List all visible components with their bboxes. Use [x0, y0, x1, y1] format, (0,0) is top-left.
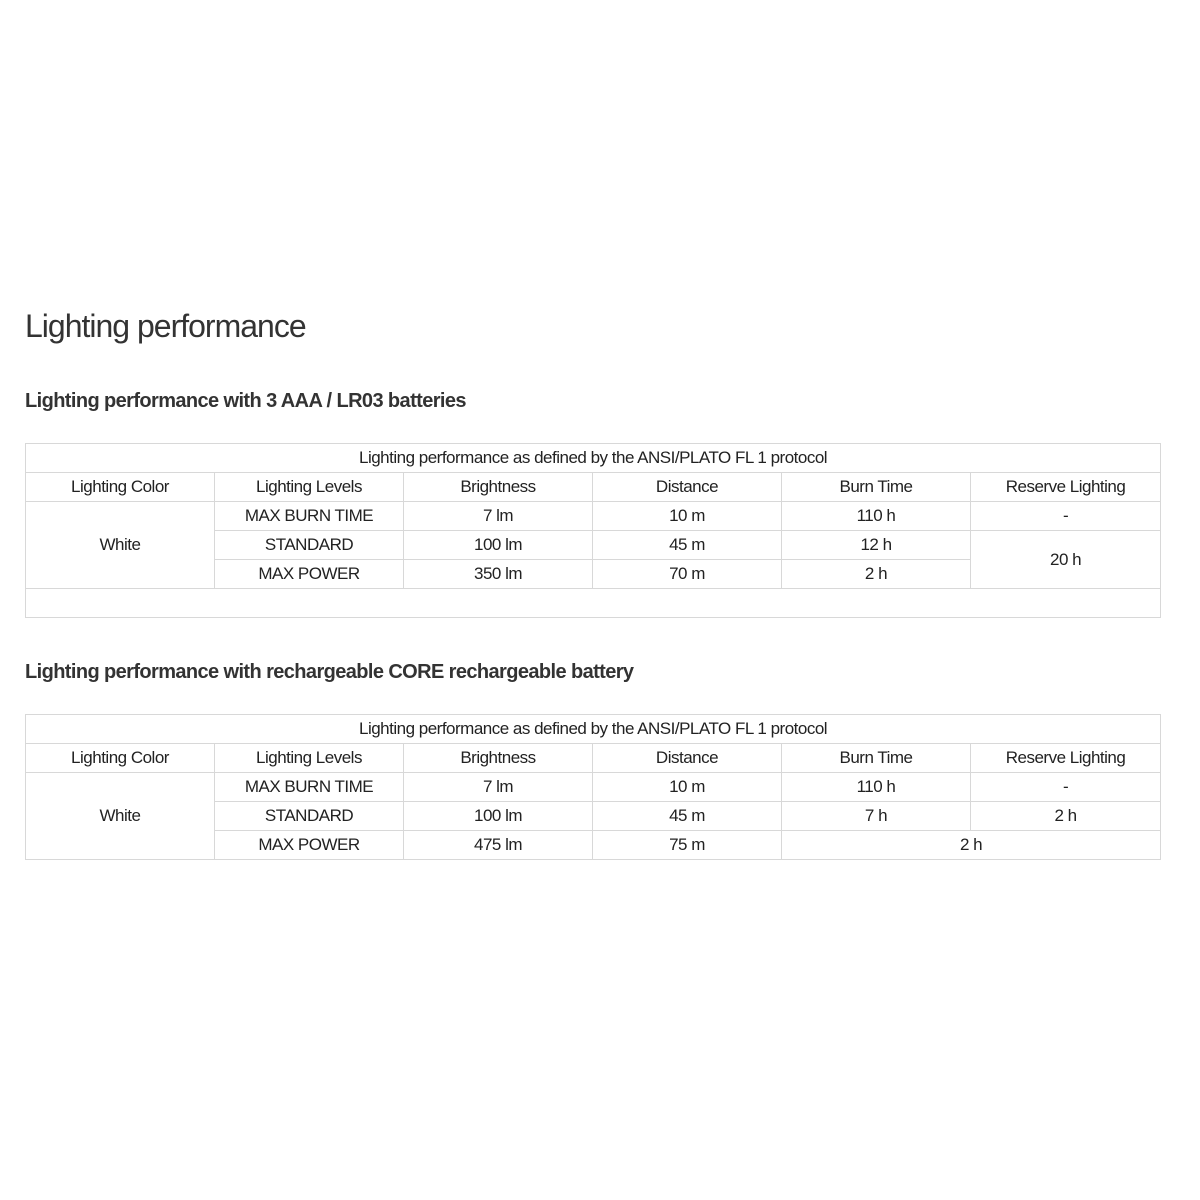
table-caption: Lighting performance as defined by the ANSI/PLATO FL 1 protocol	[26, 444, 1161, 473]
level-cell: STANDARD	[215, 531, 404, 560]
brightness-cell: 7 lm	[404, 502, 593, 531]
lighting-color-cell: White	[26, 502, 215, 589]
brightness-cell: 100 lm	[404, 531, 593, 560]
distance-cell: 10 m	[593, 773, 782, 802]
header-reserve-lighting: Reserve Lighting	[971, 473, 1161, 502]
performance-table-aaa-batteries	[25, 443, 1161, 618]
table-header-row	[26, 744, 1161, 773]
page-title: Lighting performance	[25, 308, 306, 344]
table-caption: Lighting performance as defined by the ANSI/PLATO FL 1 protocol	[26, 715, 1161, 744]
header-reserve-lighting: Reserve Lighting	[971, 744, 1161, 773]
table-row	[26, 502, 1161, 531]
header-brightness: Brightness	[404, 473, 593, 502]
brightness-cell: 7 lm	[404, 773, 593, 802]
level-cell: MAX BURN TIME	[215, 773, 404, 802]
brightness-cell: 350 lm	[404, 560, 593, 589]
header-distance: Distance	[593, 744, 782, 773]
burn-time-cell: 110 h	[782, 502, 971, 531]
reserve-lighting-cell: 2 h	[971, 802, 1161, 831]
level-cell: MAX POWER	[215, 560, 404, 589]
distance-cell: 45 m	[593, 802, 782, 831]
level-cell: STANDARD	[215, 802, 404, 831]
distance-cell: 10 m	[593, 502, 782, 531]
burn-time-cell: 110 h	[782, 773, 971, 802]
level-cell: MAX POWER	[215, 831, 404, 860]
table-header-row	[26, 473, 1161, 502]
section-title-core-battery: Lighting performance with rechargeable CORE rechargeable battery	[25, 661, 634, 683]
distance-cell: 75 m	[593, 831, 782, 860]
header-burn-time: Burn Time	[782, 473, 971, 502]
level-cell: MAX BURN TIME	[215, 502, 404, 531]
reserve-lighting-cell: 20 h	[971, 531, 1161, 589]
burn-time-reserve-merged-cell: 2 h	[782, 831, 1161, 860]
header-lighting-levels: Lighting Levels	[215, 744, 404, 773]
section-title-aaa-batteries: Lighting performance with 3 AAA / LR03 batteries	[25, 390, 466, 412]
burn-time-cell: 7 h	[782, 802, 971, 831]
brightness-cell: 475 lm	[404, 831, 593, 860]
table-caption-row	[26, 715, 1161, 744]
reserve-lighting-cell: -	[971, 502, 1161, 531]
lighting-color-cell: White	[26, 773, 215, 860]
performance-table-core-battery	[25, 714, 1161, 860]
distance-cell: 45 m	[593, 531, 782, 560]
burn-time-cell: 2 h	[782, 560, 971, 589]
header-distance: Distance	[593, 473, 782, 502]
burn-time-cell: 12 h	[782, 531, 971, 560]
header-brightness: Brightness	[404, 744, 593, 773]
table-empty-row	[26, 589, 1161, 618]
header-lighting-levels: Lighting Levels	[215, 473, 404, 502]
reserve-lighting-cell: -	[971, 773, 1161, 802]
header-lighting-color: Lighting Color	[26, 744, 215, 773]
brightness-cell: 100 lm	[404, 802, 593, 831]
distance-cell: 70 m	[593, 560, 782, 589]
empty-cell	[26, 589, 1161, 618]
table-row	[26, 773, 1161, 802]
header-lighting-color: Lighting Color	[26, 473, 215, 502]
table-caption-row	[26, 444, 1161, 473]
header-burn-time: Burn Time	[782, 744, 971, 773]
